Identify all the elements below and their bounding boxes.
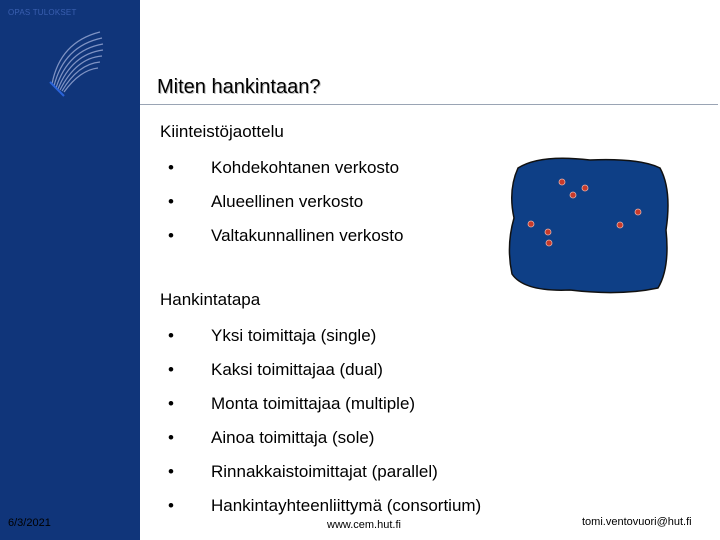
page-title: Miten hankintaan? [157,76,321,98]
bullet-icon: • [168,394,174,413]
list-item-text: Alueellinen verkosto [211,192,364,211]
bullet-icon: • [168,192,174,211]
university-logo-icon [40,22,110,102]
list-item-text: Kohdekohtanen verkosto [211,158,400,177]
bullet-icon: • [168,462,174,481]
footer-url: www.cem.hut.fi [327,519,401,531]
bullet-icon: • [168,226,174,245]
list-item-text: Valtakunnallinen verkosto [211,226,404,245]
section-heading-hankintatapa: Hankintatapa [160,290,261,309]
slide-date: 6/3/2021 [8,517,51,529]
section-heading-kiinteisto: Kiinteistöjaottelu [160,122,284,141]
sidebar [0,0,140,540]
bullet-icon: • [168,360,174,379]
list-item-text: Kaksi toimittajaa (dual) [211,360,383,379]
bullet-icon: • [168,326,174,345]
list-item-text: Yksi toimittaja (single) [211,326,377,345]
brand-text: OPAS TULOKSET [8,8,77,17]
list-item-text: Monta toimittajaa (multiple) [211,394,416,413]
bullet-icon: • [168,158,174,177]
list-item-text: Rinnakkaistoimittajat (parallel) [211,462,438,481]
bullet-icon: • [168,428,174,447]
title-bar [140,68,718,105]
list-item-text: Hankintayhteenliittymä (consortium) [211,496,482,515]
bullet-icon: • [168,496,174,515]
list-item-text: Ainoa toimittaja (sole) [211,428,375,447]
region-map-icon [500,150,675,300]
footer-email: tomi.ventovuori@hut.fi [582,516,692,528]
